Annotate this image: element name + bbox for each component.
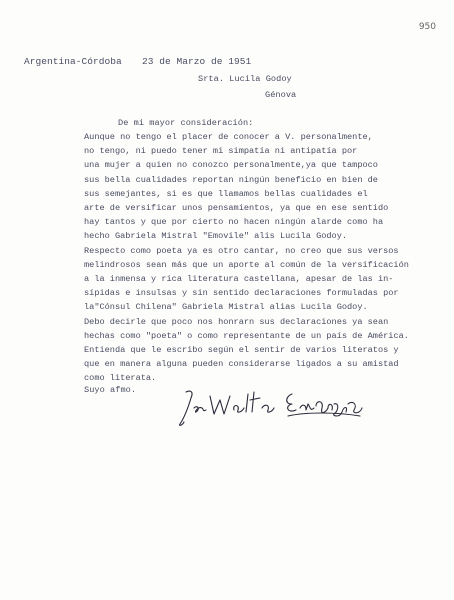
body-line: Entienda que le escribo según el sentir de varios literatos y: [84, 345, 399, 356]
archive-number: 950: [418, 22, 436, 32]
handwritten-signature: [176, 382, 366, 430]
body-line: no tengo, ni puedo tener mi simpatía ni antipatía por: [84, 146, 358, 157]
body-line: sus semejantes, si es que llamamos bellas cualidades el: [84, 188, 368, 199]
body-line: Respecto como poeta ya es otro cantar, no creo que sus versos: [84, 245, 399, 256]
closing: Suyo afmo.: [84, 385, 137, 395]
recipient-city: Génova: [265, 90, 297, 100]
body-line: a la inmensa y rica literatura castellana, apesar de las in-: [84, 274, 394, 285]
body-line: que en manera alguna pueden considerarse ligados a su amistad: [84, 359, 399, 370]
body-line: hechas como "poeta" o como representante de un país de América.: [84, 330, 409, 341]
letter-date: 23 de Marzo de 1951: [142, 56, 252, 67]
body-line: arte de versificar unos pensamientos, ya que en ese sentido: [84, 203, 389, 214]
body-line: sus bella cualidades reportan ningún beneficio en bien de: [84, 174, 378, 185]
letter-body: [84, 130, 409, 386]
body-line: sípidas e insulsas y sin sentido declaraciones formuladas por: [84, 288, 399, 299]
body-line: Debo decirle que poco nos honrarn sus declaraciones ya sean: [84, 316, 389, 327]
body-line: hay tantos y que por cierto no hacen ningún alarde como ha: [84, 217, 384, 228]
body-line: Aunque no tengo el placer de conocer a V. personalmente,: [84, 132, 373, 142]
recipient-name: Srta. Lucila Godoy: [198, 74, 292, 84]
body-line: hecho Gabriela Mistral "Emovile" alis Lucila Godoy.: [84, 231, 348, 242]
body-line: la"Cónsul Chilena" Gabriela Mistral alias Lucila Godoy.: [84, 302, 368, 313]
letter-place: Argentina-Córdoba: [24, 56, 122, 67]
salutation: De mi mayor consideración:: [118, 118, 254, 128]
body-line: melindrosos sean más que un aporte al común de la versificación: [84, 259, 409, 270]
body-line: una mujer a quien no conozco personalmente,ya que tampoco: [84, 160, 378, 171]
body-line: como literata.: [84, 373, 157, 384]
